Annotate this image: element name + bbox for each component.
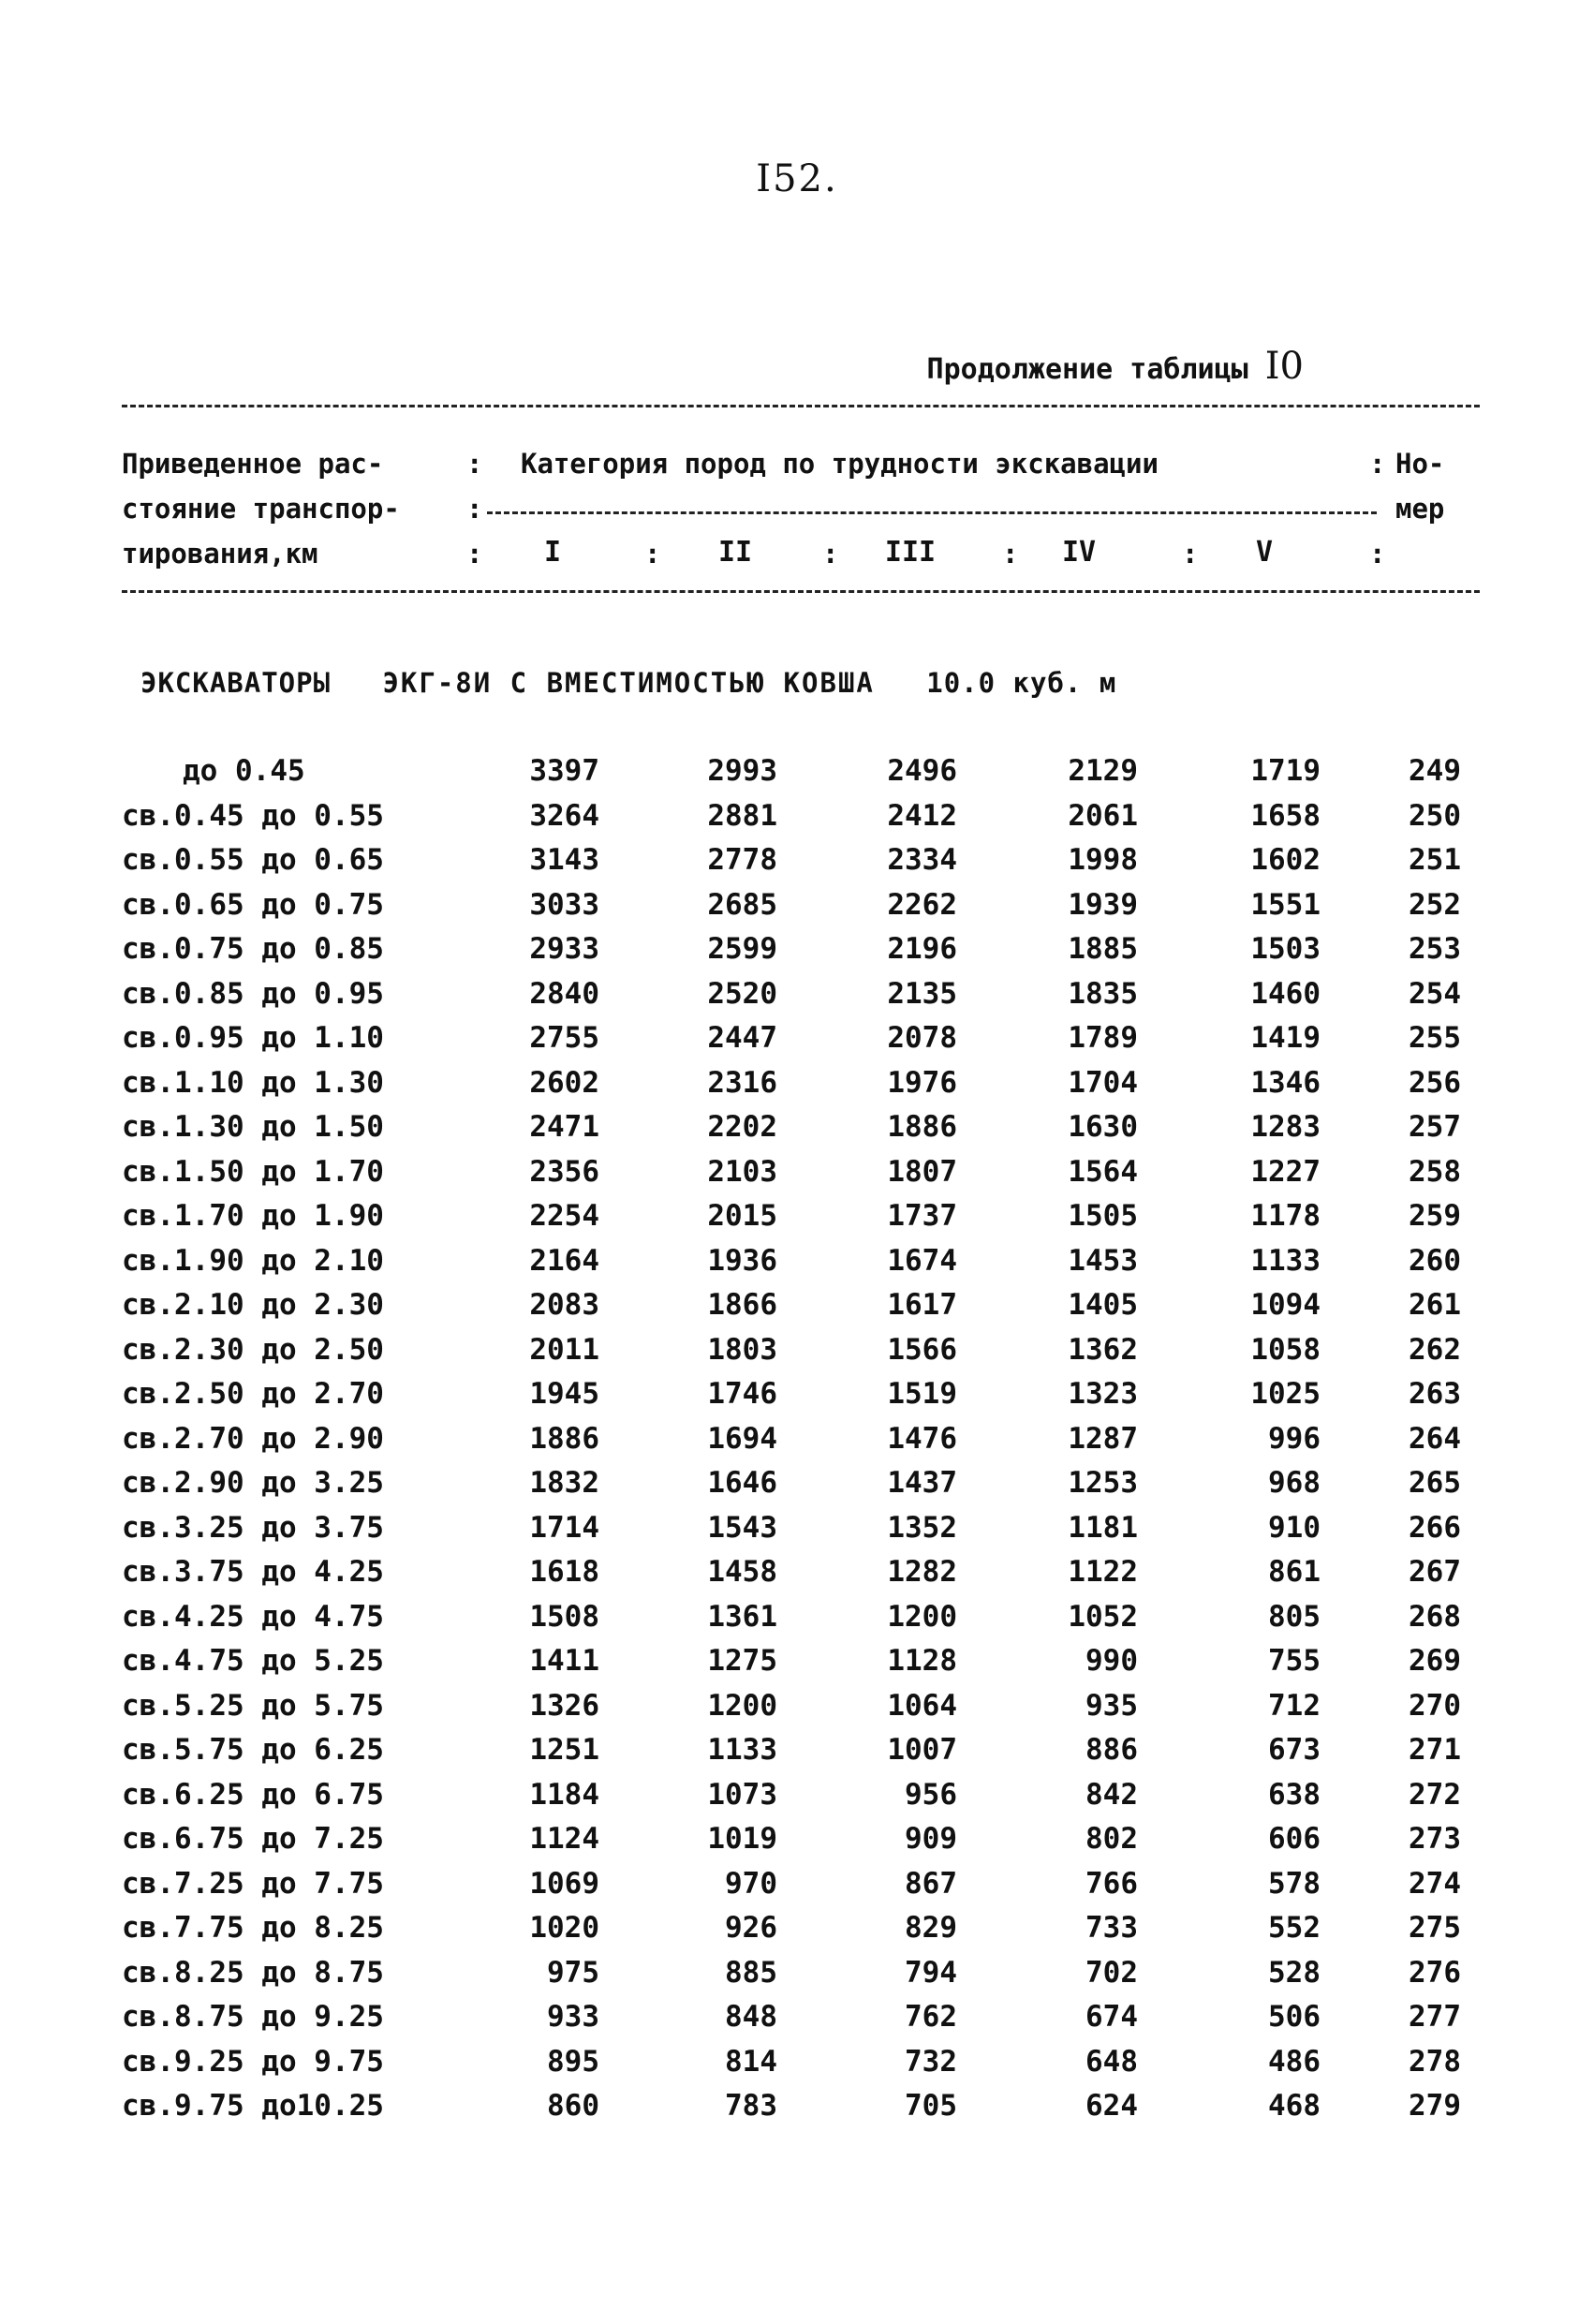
- distance-range: св.0.45 до 0.55: [122, 798, 384, 833]
- distance-range: св.5.75 до 6.25: [122, 1733, 384, 1767]
- value-category-I: 1886: [529, 1421, 599, 1456]
- value-category-IV: 1052: [1068, 1599, 1138, 1634]
- value-category-II: 1361: [707, 1599, 777, 1634]
- distance-range: св.8.25 до 8.75: [122, 1955, 384, 1990]
- value-category-V: 1133: [1250, 1243, 1321, 1278]
- table-row: [0, 1244, 1594, 1289]
- value-category-II: 1746: [707, 1377, 777, 1411]
- value-category-I: 3397: [529, 754, 599, 788]
- row-number: 259: [1409, 1199, 1461, 1233]
- value-category-II: 2316: [707, 1065, 777, 1100]
- row-number: 270: [1409, 1688, 1461, 1723]
- value-category-II: 1803: [707, 1332, 777, 1367]
- distance-range: св.1.30 до 1.50: [122, 1110, 384, 1144]
- value-category-IV: 1181: [1068, 1510, 1138, 1545]
- value-category-IV: 1630: [1068, 1110, 1138, 1144]
- value-category-IV: 1253: [1068, 1466, 1138, 1500]
- value-category-II: 2015: [707, 1199, 777, 1233]
- header-bottom-rule: [122, 590, 1480, 593]
- value-category-V: 1551: [1250, 887, 1321, 922]
- value-category-I: 2933: [529, 932, 599, 966]
- table-row: [0, 1911, 1594, 1956]
- table-row: [0, 799, 1594, 844]
- distance-range: св.2.90 до 3.25: [122, 1466, 384, 1500]
- value-category-I: 1124: [529, 1822, 599, 1856]
- value-category-V: 552: [1268, 1911, 1321, 1945]
- header-distance-line-3: тирования,км: [122, 538, 318, 570]
- value-category-III: 1282: [887, 1555, 957, 1589]
- value-category-II: 1275: [707, 1644, 777, 1678]
- value-category-III: 1007: [887, 1733, 957, 1767]
- distance-range: до 0.45: [183, 754, 305, 788]
- value-category-I: 933: [547, 2000, 599, 2034]
- value-category-V: 805: [1268, 1599, 1321, 1634]
- table-row: [0, 1110, 1594, 1155]
- value-category-I: 1251: [529, 1733, 599, 1767]
- value-category-III: 762: [905, 2000, 957, 2034]
- category-I: I: [543, 536, 562, 569]
- value-category-V: 486: [1268, 2044, 1321, 2079]
- value-category-II: 2881: [707, 798, 777, 833]
- value-category-III: 1064: [887, 1688, 957, 1723]
- value-category-V: 1346: [1250, 1065, 1321, 1100]
- value-category-II: 2520: [707, 976, 777, 1011]
- table-row: [0, 1867, 1594, 1912]
- value-category-I: 1069: [529, 1866, 599, 1901]
- value-category-I: 2840: [529, 976, 599, 1011]
- table-row: [0, 977, 1594, 1022]
- value-category-IV: 1998: [1068, 843, 1138, 877]
- value-category-IV: 1789: [1068, 1021, 1138, 1055]
- value-category-IV: 648: [1085, 2044, 1138, 2079]
- table-row: [0, 2045, 1594, 2090]
- value-category-IV: 886: [1085, 1733, 1138, 1767]
- value-category-IV: 1505: [1068, 1199, 1138, 1233]
- table-row: [0, 1822, 1594, 1867]
- value-category-IV: 1704: [1068, 1065, 1138, 1100]
- value-category-III: 2196: [887, 932, 957, 966]
- value-category-I: 1714: [529, 1510, 599, 1545]
- value-category-V: 638: [1268, 1777, 1321, 1812]
- value-category-III: 909: [905, 1822, 957, 1856]
- distance-range: св.4.75 до 5.25: [122, 1644, 384, 1678]
- header-separator: :: [1182, 538, 1199, 570]
- value-category-III: 1674: [887, 1243, 957, 1278]
- distance-range: св.7.25 до 7.75: [122, 1866, 384, 1901]
- section-prefix: ЭКСКАВАТОРЫ: [140, 667, 332, 699]
- value-category-IV: 1564: [1068, 1154, 1138, 1189]
- value-category-I: 2164: [529, 1243, 599, 1278]
- category-II: II: [717, 536, 753, 569]
- value-category-III: 1737: [887, 1199, 957, 1233]
- row-number: 249: [1409, 754, 1461, 788]
- value-category-V: 606: [1268, 1822, 1321, 1856]
- value-category-III: 1476: [887, 1421, 957, 1456]
- value-category-I: 3143: [529, 843, 599, 877]
- value-category-I: 895: [547, 2044, 599, 2079]
- value-category-I: 1411: [529, 1644, 599, 1678]
- value-category-IV: 624: [1085, 2089, 1138, 2123]
- row-number: 260: [1409, 1243, 1461, 1278]
- value-category-V: 910: [1268, 1510, 1321, 1545]
- header-separator: :: [822, 538, 839, 570]
- value-category-II: 2685: [707, 887, 777, 922]
- table-row: [0, 754, 1594, 799]
- distance-range: св.0.65 до 0.75: [122, 887, 384, 922]
- table-row: [0, 888, 1594, 933]
- value-category-I: 2083: [529, 1288, 599, 1322]
- row-number: 276: [1409, 1955, 1461, 1990]
- table-row: [0, 1021, 1594, 1066]
- value-category-I: 2356: [529, 1154, 599, 1189]
- value-category-I: 1508: [529, 1599, 599, 1634]
- value-category-IV: 1405: [1068, 1288, 1138, 1322]
- distance-range: св.2.30 до 2.50: [122, 1332, 384, 1367]
- value-category-II: 1543: [707, 1510, 777, 1545]
- row-number: 278: [1409, 2044, 1461, 2079]
- value-category-IV: 1362: [1068, 1332, 1138, 1367]
- header-separator: :: [644, 538, 661, 570]
- row-number: 258: [1409, 1154, 1461, 1189]
- distance-range: св.3.25 до 3.75: [122, 1510, 384, 1545]
- value-category-V: 1419: [1250, 1021, 1321, 1055]
- value-category-II: 848: [725, 2000, 777, 2034]
- value-category-V: 755: [1268, 1644, 1321, 1678]
- distance-range: св.1.50 до 1.70: [122, 1154, 384, 1189]
- value-category-IV: 766: [1085, 1866, 1138, 1901]
- row-number: 275: [1409, 1911, 1461, 1945]
- value-category-III: 1886: [887, 1110, 957, 1144]
- value-category-V: 861: [1268, 1555, 1321, 1589]
- table-row: [0, 1333, 1594, 1378]
- value-category-V: 1025: [1250, 1377, 1321, 1411]
- table-row: [0, 1199, 1594, 1244]
- row-number: 255: [1409, 1021, 1461, 1055]
- value-category-IV: 1323: [1068, 1377, 1138, 1411]
- table-number: I0: [1264, 345, 1304, 388]
- header-separator: :: [1369, 538, 1386, 570]
- row-number: 257: [1409, 1110, 1461, 1144]
- value-category-II: 926: [725, 1911, 777, 1945]
- table-row: [0, 932, 1594, 977]
- value-category-III: 1566: [887, 1332, 957, 1367]
- header-number-line-2: мер: [1395, 493, 1445, 525]
- value-category-II: 970: [725, 1866, 777, 1901]
- value-category-III: 867: [905, 1866, 957, 1901]
- value-category-II: 1646: [707, 1466, 777, 1500]
- row-number: 251: [1409, 843, 1461, 877]
- value-category-I: 2254: [529, 1199, 599, 1233]
- row-number: 272: [1409, 1777, 1461, 1812]
- value-category-IV: 1287: [1068, 1421, 1138, 1456]
- value-category-III: 829: [905, 1911, 957, 1945]
- table-row: [0, 1600, 1594, 1645]
- value-category-V: 673: [1268, 1733, 1321, 1767]
- value-category-IV: 733: [1085, 1911, 1138, 1945]
- table-row: [0, 1066, 1594, 1111]
- distance-range: св.4.25 до 4.75: [122, 1599, 384, 1634]
- row-number: 269: [1409, 1644, 1461, 1678]
- value-category-IV: 1835: [1068, 976, 1138, 1011]
- row-number: 279: [1409, 2089, 1461, 2123]
- value-category-III: 794: [905, 1955, 957, 1990]
- header-inner-rule: [487, 511, 1377, 514]
- value-category-I: 1020: [529, 1911, 599, 1945]
- table-row: [0, 2000, 1594, 2045]
- distance-range: св.0.95 до 1.10: [122, 1021, 384, 1055]
- row-number: 262: [1409, 1332, 1461, 1367]
- value-category-V: 1460: [1250, 976, 1321, 1011]
- header-number-line-1: Но-: [1395, 448, 1445, 480]
- value-category-III: 1617: [887, 1288, 957, 1322]
- value-category-III: 1128: [887, 1644, 957, 1678]
- value-category-V: 1094: [1250, 1288, 1321, 1322]
- value-category-IV: 990: [1085, 1644, 1138, 1678]
- value-category-I: 1326: [529, 1688, 599, 1723]
- value-category-I: 2602: [529, 1065, 599, 1100]
- value-category-II: 2993: [707, 754, 777, 788]
- value-category-V: 712: [1268, 1688, 1321, 1723]
- value-category-I: 975: [547, 1955, 599, 1990]
- table-row: [0, 2089, 1594, 2134]
- table-row: [0, 1956, 1594, 2001]
- distance-range: св.8.75 до 9.25: [122, 2000, 384, 2034]
- value-category-II: 1936: [707, 1243, 777, 1278]
- value-category-III: 732: [905, 2044, 957, 2079]
- distance-range: св.5.25 до 5.75: [122, 1688, 384, 1723]
- row-number: 253: [1409, 932, 1461, 966]
- row-number: 273: [1409, 1822, 1461, 1856]
- table-row: [0, 1644, 1594, 1689]
- distance-range: св.1.10 до 1.30: [122, 1065, 384, 1100]
- value-category-V: 578: [1268, 1866, 1321, 1901]
- value-category-III: 1200: [887, 1599, 957, 1634]
- header-top-rule: [122, 405, 1480, 407]
- value-category-III: 2262: [887, 887, 957, 922]
- value-category-III: 2412: [887, 798, 957, 833]
- value-category-I: 3033: [529, 887, 599, 922]
- value-category-III: 2334: [887, 843, 957, 877]
- table-row: [0, 1155, 1594, 1200]
- value-category-V: 1719: [1250, 754, 1321, 788]
- table-row: [0, 1555, 1594, 1600]
- value-category-II: 2778: [707, 843, 777, 877]
- value-category-II: 1019: [707, 1822, 777, 1856]
- table-row: [0, 1689, 1594, 1734]
- category-V: V: [1255, 536, 1274, 569]
- continuation-text: Продолжение таблицы: [926, 353, 1248, 386]
- row-number: 261: [1409, 1288, 1461, 1322]
- value-category-IV: 674: [1085, 2000, 1138, 2034]
- category-III: III: [884, 536, 937, 569]
- value-category-IV: 1453: [1068, 1243, 1138, 1278]
- row-number: 265: [1409, 1466, 1461, 1500]
- table-row: [0, 1733, 1594, 1778]
- distance-range: св.7.75 до 8.25: [122, 1911, 384, 1945]
- value-category-V: 996: [1268, 1421, 1321, 1456]
- distance-range: св.2.70 до 2.90: [122, 1421, 384, 1456]
- header-separator: :: [466, 493, 483, 525]
- distance-range: св.2.10 до 2.30: [122, 1288, 384, 1322]
- table-row: [0, 1422, 1594, 1467]
- row-number: 274: [1409, 1866, 1461, 1901]
- distance-range: св.1.90 до 2.10: [122, 1243, 384, 1278]
- section-model: ЭКГ-8И С ВМЕСТИМОСТЬЮ КОВША: [382, 667, 875, 699]
- row-number: 277: [1409, 2000, 1461, 2034]
- value-category-I: 2471: [529, 1110, 599, 1144]
- value-category-II: 885: [725, 1955, 777, 1990]
- distance-range: св.6.25 до 6.75: [122, 1777, 384, 1812]
- value-category-I: 1945: [529, 1377, 599, 1411]
- page-number: I52.: [756, 157, 838, 200]
- value-category-III: 705: [905, 2089, 957, 2123]
- value-category-II: 1133: [707, 1733, 777, 1767]
- table-row: [0, 1511, 1594, 1556]
- value-category-I: 1184: [529, 1777, 599, 1812]
- value-category-III: 956: [905, 1777, 957, 1812]
- row-number: 256: [1409, 1065, 1461, 1100]
- distance-range: св.1.70 до 1.90: [122, 1199, 384, 1233]
- value-category-V: 1227: [1250, 1154, 1321, 1189]
- header-separator: :: [1002, 538, 1019, 570]
- value-category-V: 968: [1268, 1466, 1321, 1500]
- row-number: 271: [1409, 1733, 1461, 1767]
- header-separator: :: [466, 448, 483, 480]
- value-category-IV: 842: [1085, 1777, 1138, 1812]
- row-number: 267: [1409, 1555, 1461, 1589]
- value-category-II: 2447: [707, 1021, 777, 1055]
- value-category-III: 1519: [887, 1377, 957, 1411]
- value-category-V: 468: [1268, 2089, 1321, 2123]
- row-number: 250: [1409, 798, 1461, 833]
- distance-range: св.2.50 до 2.70: [122, 1377, 384, 1411]
- value-category-IV: 2129: [1068, 754, 1138, 788]
- header-category-title: Категория пород по трудности экскавации: [521, 448, 1159, 480]
- distance-range: св.0.55 до 0.65: [122, 843, 384, 877]
- header-distance-line-1: Приведенное рас-: [122, 448, 384, 480]
- distance-range: св.0.85 до 0.95: [122, 976, 384, 1011]
- distance-range: св.0.75 до 0.85: [122, 932, 384, 966]
- value-category-II: 1694: [707, 1421, 777, 1456]
- value-category-II: 1200: [707, 1688, 777, 1723]
- table-row: [0, 1288, 1594, 1333]
- value-category-II: 1866: [707, 1288, 777, 1322]
- row-number: 264: [1409, 1421, 1461, 1456]
- value-category-III: 1352: [887, 1510, 957, 1545]
- category-IV: IV: [1061, 536, 1097, 569]
- row-number: 263: [1409, 1377, 1461, 1411]
- row-number: 254: [1409, 976, 1461, 1011]
- value-category-V: 506: [1268, 2000, 1321, 2034]
- value-category-IV: 702: [1085, 1955, 1138, 1990]
- value-category-V: 1602: [1250, 843, 1321, 877]
- value-category-I: 2011: [529, 1332, 599, 1367]
- value-category-V: 1058: [1250, 1332, 1321, 1367]
- value-category-II: 2202: [707, 1110, 777, 1144]
- row-number: 266: [1409, 1510, 1461, 1545]
- distance-range: св.3.75 до 4.25: [122, 1555, 384, 1589]
- value-category-IV: 1122: [1068, 1555, 1138, 1589]
- value-category-IV: 1885: [1068, 932, 1138, 966]
- value-category-IV: 2061: [1068, 798, 1138, 833]
- distance-range: св.6.75 до 7.25: [122, 1822, 384, 1856]
- header-separator: :: [466, 538, 483, 570]
- table-row: [0, 1778, 1594, 1823]
- value-category-I: 1832: [529, 1466, 599, 1500]
- value-category-IV: 802: [1085, 1822, 1138, 1856]
- value-category-V: 528: [1268, 1955, 1321, 1990]
- value-category-IV: 1939: [1068, 887, 1138, 922]
- value-category-V: 1658: [1250, 798, 1321, 833]
- table-row: [0, 1377, 1594, 1422]
- table-continuation-caption: [927, 345, 1304, 388]
- table-row: [0, 1466, 1594, 1511]
- value-category-II: 814: [725, 2044, 777, 2079]
- value-category-III: 1807: [887, 1154, 957, 1189]
- value-category-I: 3264: [529, 798, 599, 833]
- value-category-II: 783: [725, 2089, 777, 2123]
- header-separator: :: [1369, 448, 1386, 480]
- header-distance-line-2: стояние транспор-: [122, 493, 400, 525]
- value-category-II: 1458: [707, 1555, 777, 1589]
- value-category-IV: 935: [1085, 1688, 1138, 1723]
- value-category-III: 2496: [887, 754, 957, 788]
- value-category-III: 1976: [887, 1065, 957, 1100]
- value-category-V: 1178: [1250, 1199, 1321, 1233]
- value-category-II: 2103: [707, 1154, 777, 1189]
- distance-range: св.9.25 до 9.75: [122, 2044, 384, 2079]
- value-category-III: 1437: [887, 1466, 957, 1500]
- value-category-II: 1073: [707, 1777, 777, 1812]
- value-category-II: 2599: [707, 932, 777, 966]
- value-category-V: 1283: [1250, 1110, 1321, 1144]
- section-title: [140, 667, 1116, 699]
- value-category-I: 860: [547, 2089, 599, 2123]
- value-category-III: 2135: [887, 976, 957, 1011]
- value-category-V: 1503: [1250, 932, 1321, 966]
- table-row: [0, 843, 1594, 888]
- value-category-I: 2755: [529, 1021, 599, 1055]
- distance-range: св.9.75 до10.25: [122, 2089, 384, 2123]
- row-number: 268: [1409, 1599, 1461, 1634]
- section-capacity: 10.0 куб. м: [926, 667, 1117, 699]
- value-category-I: 1618: [529, 1555, 599, 1589]
- value-category-III: 2078: [887, 1021, 957, 1055]
- row-number: 252: [1409, 887, 1461, 922]
